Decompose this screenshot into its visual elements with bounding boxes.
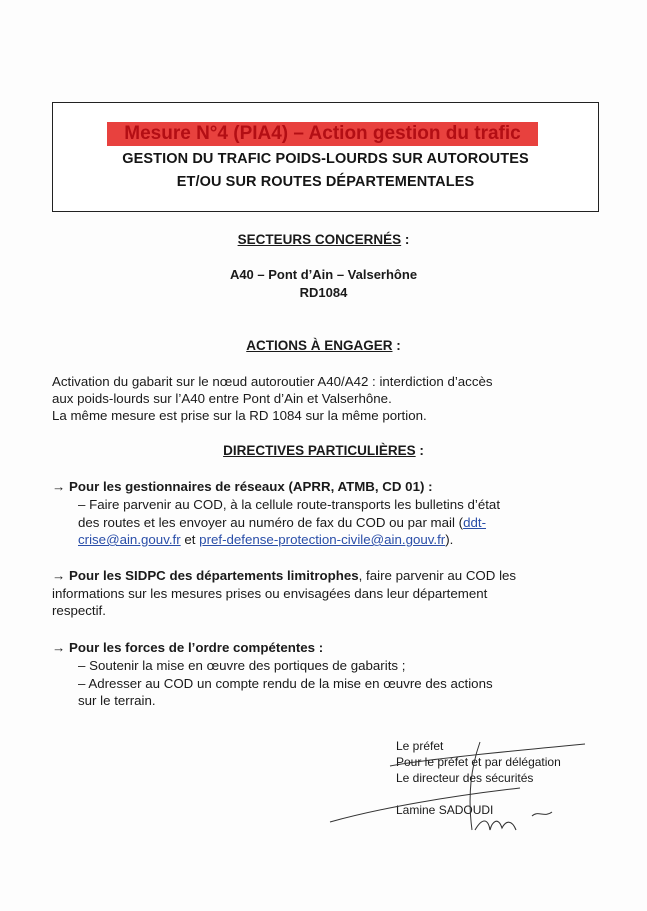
email-link-ddt-part1[interactable]: ddt- [463, 515, 486, 530]
signature-line-1: Le préfet [396, 739, 444, 753]
actions-line-2: aux poids-lourds sur l’A40 entre Pont d’Ain et Valserhône. [52, 391, 392, 406]
directive-network-line-2 [78, 514, 486, 531]
email-link-pref[interactable]: pref-defense-protection-civile@ain.gouv.fr [199, 532, 446, 547]
sectors-heading-suffix: : [401, 232, 410, 247]
actions-heading [0, 338, 647, 353]
title-line-1: GESTION DU TRAFIC POIDS-LOURDS SUR AUTOROUTES [122, 151, 529, 167]
directive-police-line-2: – Adresser au COD un compte rendu de la mise en œuvre des actions [78, 676, 493, 691]
signature-line-2: Pour le préfet et par délégation [396, 755, 561, 769]
directives-heading-text: DIRECTIVES PARTICULIÈRES [223, 443, 416, 458]
signatory-name: Lamine SADOUDI [396, 803, 494, 817]
directive-sidpc-lead: → Pour les SIDPC des départements limitrophes [52, 568, 359, 583]
directive-network-line-2-text: des routes et les envoyer au numéro de fax du COD ou par mail ( [78, 515, 464, 530]
directive-police-line-1: – Soutenir la mise en œuvre des portiques de gabarits ; [78, 658, 406, 673]
signature-line-3: Le directeur des sécurités [396, 771, 534, 785]
directive-network-line-3-and: et [180, 532, 200, 547]
directives-heading-suffix: : [415, 443, 424, 458]
directive-sidpc-line-3: respectif. [52, 603, 106, 618]
sectors-heading [0, 232, 647, 247]
directives-heading [0, 443, 647, 458]
actions-heading-text: ACTIONS À ENGAGER [246, 338, 393, 353]
directive-sidpc-line-1-rest: , faire parvenir au COD les [358, 568, 517, 583]
actions-line-1: Activation du gabarit sur le nœud autoroutier A40/A42 : interdiction d’accès [52, 374, 493, 389]
actions-line-3: La même mesure est prise sur la RD 1084 sur la même portion. [52, 408, 427, 423]
sector-line-2: RD1084 [299, 285, 348, 300]
directive-police-lead: → Pour les forces de l’ordre compétentes : [52, 640, 324, 655]
title-box [52, 102, 599, 212]
email-link-ddt-part2[interactable]: crise@ain.gouv.fr [78, 532, 181, 547]
handwritten-signature [320, 730, 590, 855]
directive-sidpc-line-1 [52, 567, 516, 584]
sector-line-1: A40 – Pont d’Ain – Valserhône [229, 267, 418, 282]
actions-heading-suffix: : [392, 338, 401, 353]
title-line-2: ET/OU SUR ROUTES DÉPARTEMENTALES [176, 174, 475, 190]
directive-network-lead: → Pour les gestionnaires de réseaux (APRR, ATMB, CD 01) : [52, 479, 433, 494]
measure-title: Mesure N°4 (PIA4) – Action gestion du trafic [107, 122, 538, 146]
directive-network-line-3 [78, 531, 453, 548]
directive-network-line-1: – Faire parvenir au COD, à la cellule route-transports les bulletins d’état [78, 497, 501, 512]
directive-network-line-3-end: ). [445, 532, 454, 547]
sectors-heading-text: SECTEURS CONCERNÉS [237, 232, 402, 247]
directive-police-line-3: sur le terrain. [78, 693, 156, 708]
directive-sidpc-line-2: informations sur les mesures prises ou envisagées dans leur département [52, 586, 488, 601]
